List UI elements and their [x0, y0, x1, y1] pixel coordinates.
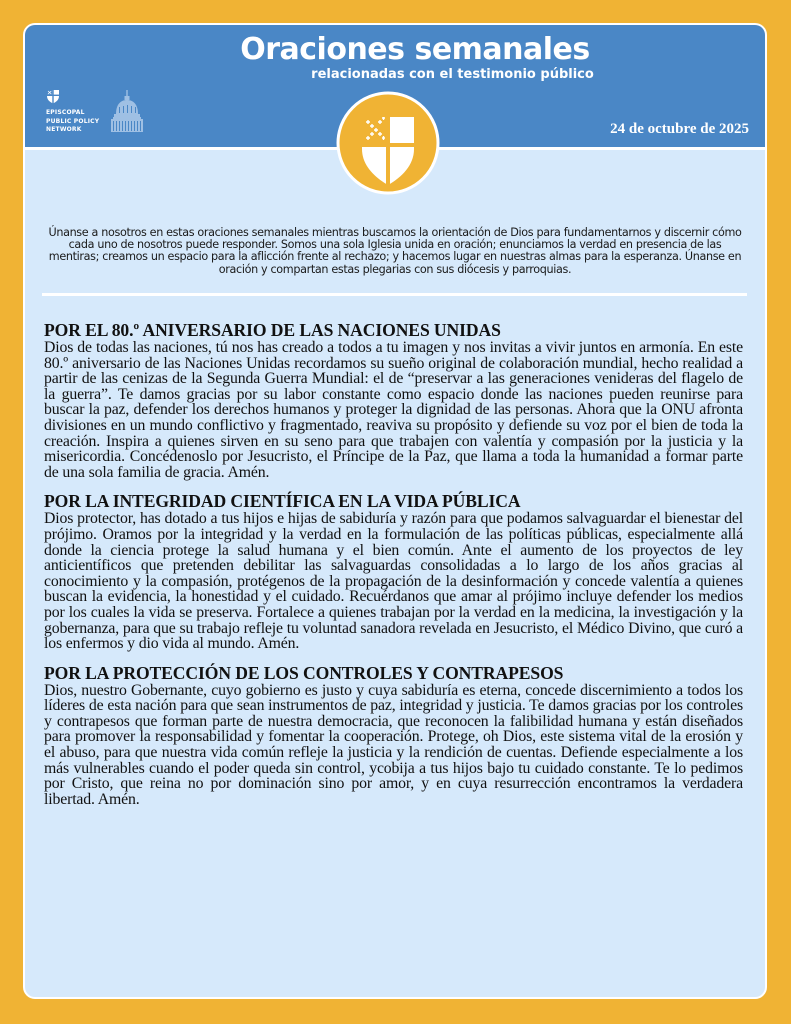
episcopal-shield-emblem-icon: [336, 91, 440, 195]
org-name-line: EPISCOPAL: [46, 109, 85, 116]
prayer-section: [44, 321, 743, 480]
org-name: [46, 109, 99, 135]
episcopal-shield-icon: [46, 89, 60, 104]
prayer-section: [44, 492, 743, 651]
org-name-line: NETWORK: [46, 126, 82, 133]
prayer-body: Dios protector, has dotado a tus hijos e hijas de sabiduría y razón para que podamos salvaguardar el bienestar del prójimo. Oramos por la integridad y la verdad en la formulación de las políticas públicas, especialmente allá donde la ciencia protege la salud humana y el bien común. Ante el aumento de los proyectos de ley anticientíficos que pretenden debilitar las salvaguardas consolidadas a lo largo de los años gracias al conocimiento y la compasión, protégenos de la propagación de la desinformación y concede valentía a quienes buscan la evidencia, la honestidad y el cuidado. Recuérdanos que amar al prójimo incluye defender los medios por los cuales la vida se preserva. Fortalece a quienes trabajan por la verdad en la medicina, la investigación y la gobernanza, para que su trabajo refleje tu voluntad sanadora revelada en Jesucristo, el Médico Divino, que curó a los enfermos y dio vida al mundo. Amén.: [44, 510, 743, 653]
prayer-body: Dios de todas las naciones, tú nos has creado a todos a tu imagen y nos invitas a vivir juntos en armonía. En este 80.º aniversario de las Naciones Unidas recordamos su sueño original de colaboración mundial, hecho realidad a partir de las cenizas de la Segunda Guerra Mundial: el de “preservar a las generaciones venideras del flagelo de la guerra”. Te damos gracias por su labor constante como espacio donde las naciones pueden reunirse para buscar la paz, defender los derechos humanos y proteger la dignidad de las personas. Ahora que la ONU afronta divisiones en un mundo conflictivo y fragmentado, reaviva su propósito y defiende su voz por el bien de toda la creación. Inspira a quienes sirven en su seno para que trabajen con valentía y compasión por la justicia y la misericordia. Concédenoslo por Jesucristo, el Príncipe de la Paz, que llama a toda la humanidad a formar parte de una sola familia de gracia. Amén.: [44, 339, 743, 481]
page-panel: [23, 23, 767, 999]
page-subtitle: relacionadas con el testimonio público: [311, 67, 594, 82]
prayer-heading: POR LA PROTECCIÓN DE LOS CONTROLES Y CONTRAPESOS: [44, 662, 564, 683]
publication-date: 24 de octubre de 2025: [610, 121, 749, 137]
org-name-line: PUBLIC POLICY: [46, 117, 100, 125]
section-divider: [42, 293, 747, 296]
intro-paragraph: Únanse a nosotros en estas oraciones semanales mientras buscamos la orientación de Dios para fundamentarnos y discernir cómo cada uno de nosotros puede responder. Somos una sola Iglesia unida en oración; enunciamos la verdad en presencia de las mentiras; creamos un espacio para la aflicción frente al rechazo; y hacemos lugar en nuestras almas para la esperanza. Únanse en oración y compartan estas plegarias con sus diócesis y parroquias.: [48, 226, 742, 276]
prayer-section: [44, 664, 743, 808]
prayer-sections: [44, 321, 743, 819]
prayer-body: Dios, nuestro Gobernante, cuyo gobierno es justo y cuya sabiduría es eterna, concede discernimiento a todos los líderes de esta nación para que sean instrumentos de paz, integridad y justicia. Te damos gracias por los controles y contrapesos que forman parte de nuestra democracia, que reconocen la falibilidad humana y están diseñados para promover la responsabilidad y fomentar la cooperación. Protege, oh Dios, este sistema vital de la erosión y el abuso, para que nuestra vida común refleje la justicia y la rendición de cuentas. Defiende especialmente a los más vulnerables cuando el poder queda sin control, ycobija a tus hijos bajo tu cuidado constante. Te lo pedimos por Cristo, que reina no por dominación sino por amor, y en cuya resurrección encontramos la verdadera libertad. Amén.: [44, 681, 743, 808]
page-title: Oraciones semanales: [240, 32, 590, 67]
capitol-dome-icon: [110, 90, 144, 134]
prayer-heading: POR LA INTEGRIDAD CIENTÍFICA EN LA VIDA PÚBLICA: [44, 491, 521, 512]
prayer-heading: POR EL 80.º ANIVERSARIO DE LAS NACIONES UNIDAS: [44, 320, 501, 340]
episcopal-public-policy-network-logo: [44, 89, 164, 139]
